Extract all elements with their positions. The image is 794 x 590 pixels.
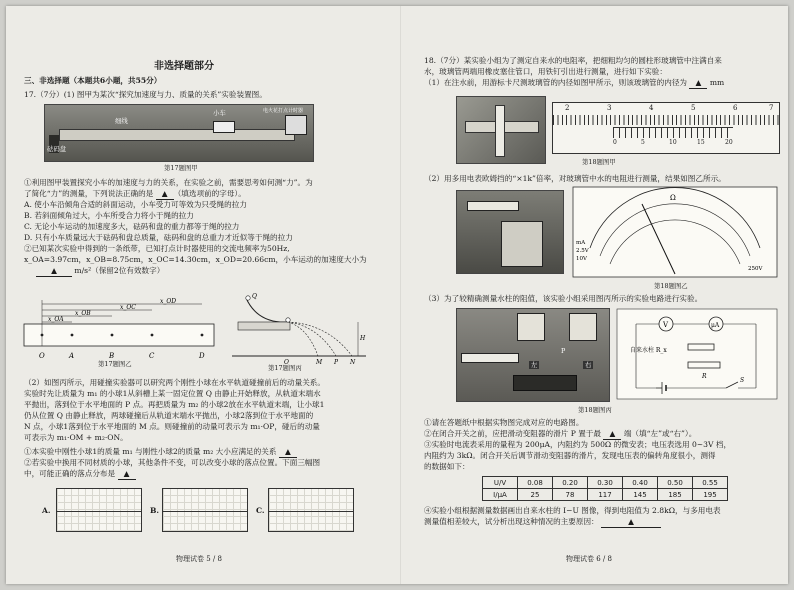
- lbl-p: P: [334, 359, 339, 366]
- item-2: [424, 429, 696, 440]
- table-cell: 78: [553, 489, 588, 501]
- q17-p2-line7: [24, 447, 297, 458]
- trajectory-p: [288, 322, 336, 356]
- table-cell: 0.55: [693, 477, 728, 489]
- photo-label-right: 右: [585, 361, 592, 369]
- q17-p2-line3: 平抛出，落到位于水平地面的 P 点。再把质量为 m₂ 的小球2放在水平轨道末端，让小球1: [24, 400, 325, 409]
- option-label-b: B.: [150, 506, 160, 515]
- multimeter: [501, 221, 543, 267]
- table-cell: 0.08: [518, 477, 553, 489]
- tube-photo: [467, 201, 519, 211]
- q17-p2-line8: ②若实验中换用不同材质的小球，其他条件不变，可以改变小球的落点位置。下面三幅图: [24, 458, 321, 467]
- option-graph-b[interactable]: [162, 488, 248, 532]
- q17-intro: 17.（7分）(1) 图甲为某次“探究加速度与力、质量的关系”实验装置图。: [24, 90, 267, 99]
- table-cell: 25: [518, 489, 553, 501]
- q17-p1-line2: [24, 189, 246, 200]
- tape-dot-a: [71, 334, 74, 337]
- exam-sheet: [6, 6, 788, 584]
- unit-mm: mm: [709, 78, 725, 87]
- left-footer: 物理试卷 5 / 8: [176, 555, 222, 563]
- item-3-line2: 内阻约为 3kΩ。闭合开关后调节滑动变阻器的滑片，发现电压表的偏转角度很小，测得: [424, 451, 716, 460]
- lbl-q: Q: [252, 293, 257, 300]
- q18-intro-1: 18.（7分）某实验小组为了测定自来水的电阻率，把细粗均匀的圆柱形玻璃管中注满自来: [424, 56, 722, 65]
- label-2-5v: 2.5V: [576, 248, 589, 254]
- photo-label-left: 左: [531, 361, 538, 369]
- right-footer: 物理试卷 6 / 8: [566, 555, 612, 563]
- answer-blank-17-2[interactable]: ▲: [36, 266, 72, 277]
- circuit-diagram: [616, 308, 778, 400]
- microammeter-photo: [569, 313, 597, 341]
- fig18-jia-photo: [456, 96, 546, 164]
- fig17-yi-caption: 第17题图乙: [98, 360, 132, 368]
- water-tube-photo: [461, 353, 519, 363]
- choice-hint: （填选项前的字母）。: [173, 189, 246, 198]
- q18-intro-3-text: （1）在注水前，用游标卡尺测玻璃管的内径如图甲所示，则该玻璃管的内径为: [424, 78, 688, 87]
- trajectory-n: [288, 322, 352, 356]
- q17-p2-line7-text: ①本实验中刚性小球1的质量 m₁ 与刚性小球2的质量 m₂ 大小应满足的关系: [24, 447, 277, 456]
- vernier-scale: [552, 102, 780, 154]
- len-ob: x_OB: [75, 310, 91, 317]
- right-page: [402, 6, 788, 584]
- option-c: C. 无论小车运动的加速度多大，砝码和盘的重力都等于绳的拉力: [24, 222, 240, 231]
- left-page: [6, 6, 402, 584]
- lbl-h: H: [360, 335, 366, 342]
- label-timer: 电火花打点计时器: [263, 108, 304, 114]
- q17-p1-line9: [36, 266, 164, 277]
- photo-label-p: P: [561, 347, 566, 355]
- answer-blank-17-1[interactable]: ▲: [156, 189, 174, 200]
- table-cell: 0.30: [588, 477, 623, 489]
- fig17-bing-caption: 第17题图丙: [268, 364, 302, 372]
- fig17-jia-caption: 第17题图甲: [164, 164, 198, 172]
- len-oa: x_OA: [48, 316, 64, 323]
- vernier-ticks: [613, 127, 733, 138]
- circuit-frame: [617, 309, 777, 399]
- table-cell: 145: [623, 489, 658, 501]
- q17-p2-line2: 实验时先让质量为 m₁ 的小球1从斜槽上某一固定位置 Q 由静止开始释放，从轨道末端水: [24, 389, 321, 398]
- scale-4: 4: [649, 104, 654, 112]
- rheostat-photo: [513, 375, 577, 391]
- main-scale-ticks: [553, 115, 779, 125]
- item-3-line3: 的数据如下：: [424, 462, 470, 471]
- fig18-yi-caption: 第18题图乙: [654, 282, 688, 290]
- item-1: ①请在答题纸中根据实物图完成对应的电路图。: [424, 418, 584, 427]
- symbol-v: V: [663, 321, 669, 329]
- option-a: A. 使小车沿倾角合适的斜面运动，小车受力可等效为只受绳的拉力: [24, 200, 247, 209]
- fig17-yi-diagram: [20, 294, 220, 366]
- timer: [285, 115, 307, 135]
- voltmeter-photo: [517, 313, 545, 341]
- q17-p2-line9: [24, 469, 136, 480]
- lbl-o: O: [284, 359, 289, 366]
- label-r: R: [702, 373, 707, 380]
- table-cell: U/V: [483, 477, 518, 489]
- label-s: S: [740, 377, 745, 384]
- scale-5: 5: [691, 104, 696, 112]
- ohm-symbol: Ω: [670, 194, 676, 202]
- stand: [238, 322, 290, 330]
- table-cell: I/μA: [483, 489, 518, 501]
- scale-2: 2: [565, 104, 570, 112]
- item-4-line2-text: 测量值相差较大，试分析出现这种情况的主要原因：: [424, 517, 599, 526]
- pt-o: O: [39, 352, 45, 360]
- lbl-n: N: [350, 359, 356, 366]
- pt-c: C: [149, 352, 155, 360]
- fig17-bing-diagram: [228, 290, 368, 366]
- label-pan: 砝码盘: [47, 145, 67, 153]
- q18-part3: （3）为了较精确测量水柱的阻值，该实验小组采用图丙所示的实验电路进行实验。: [424, 294, 703, 303]
- sub-10: 10: [669, 139, 677, 146]
- item-2-text: ②在闭合开关之前，应把滑动变阻器的滑片 P 置于最: [424, 429, 601, 438]
- lbl-m: M: [316, 359, 323, 366]
- tape-dot-o: [41, 334, 44, 337]
- q17-p2-line1: （2）如图丙所示，用碰撞实验器可以研究两个刚性小球在水平轨道碰撞前后的动量关系。: [24, 378, 325, 387]
- q17-p1-line7: ②已知某次实验中得到的一条纸带，已知打点计时器使用的交流电频率为50Hz,: [24, 244, 290, 253]
- q17-p1-line9-text: m/s²（保留2位有效数字）: [74, 266, 165, 275]
- tape-dot-b: [111, 334, 114, 337]
- q17-p2-line6: 可表示为 m₁·OM + m₂·ON。: [24, 433, 128, 442]
- cart: [213, 121, 235, 133]
- q18-intro-3: [424, 78, 724, 89]
- sub-5: 5: [641, 139, 645, 146]
- table-row: [483, 477, 728, 489]
- answer-blank-18-1[interactable]: ▲: [689, 78, 707, 89]
- answer-blank-17-3[interactable]: ▲: [279, 447, 297, 458]
- tape-strip: [24, 324, 214, 346]
- q17-p2-line9-text: 中，可能正确的落点分布是: [24, 469, 116, 478]
- label-ma: mA: [576, 240, 586, 246]
- item-3-line1: ③实验时电流表采用的量程为 200μA，内阻约为 500Ω 的微安表；电压表选用 0~3V 档，: [424, 440, 732, 449]
- measurement-table: [482, 476, 728, 501]
- fig18-yi-photo: [456, 190, 564, 274]
- symbol-ua: μA: [711, 322, 720, 329]
- ball-2: [286, 318, 290, 322]
- fig18-bing-caption: 第18题图丙: [578, 406, 612, 414]
- sub-0: 0: [613, 139, 617, 146]
- sub-15: 15: [697, 139, 705, 146]
- scale-7: 7: [769, 104, 774, 112]
- answer-blank-17-4[interactable]: ▲: [118, 469, 136, 480]
- tape-dot-d: [201, 334, 204, 337]
- q17-p2-line5: N 点，小球1落到位于水平地面的 M 点。则碰撞前的动量可表示为 m₁·OP，碰后的动量: [24, 422, 320, 431]
- ramp: [246, 298, 288, 322]
- graph-b-axis: [163, 511, 247, 512]
- ball-1: [246, 296, 250, 300]
- pt-a: A: [69, 352, 75, 360]
- fig18-jia-caption: 第18题图甲: [582, 158, 616, 166]
- q17-p2-line4: 仍从位置 Q 由静止释放，两球碰撞后从轨道末端水平抛出，小球2落到位于水平地面的: [24, 411, 314, 420]
- q17-p1-line2-text: 了简化“力”的测量，下列说法正确的是: [24, 189, 154, 198]
- fig17-jia-photo: [44, 104, 314, 162]
- scale-6: 6: [733, 104, 738, 112]
- item-2-suffix: 端（填“左”或“右”）。: [623, 429, 697, 438]
- pt-b: B: [109, 352, 115, 360]
- answer-blank-18-3[interactable]: ▲: [601, 517, 661, 528]
- option-b: B. 若斜面倾角过大，小车所受合力将小于绳的拉力: [24, 211, 194, 220]
- answer-blank-18-2[interactable]: ▲: [603, 429, 621, 440]
- multimeter-dial: [572, 186, 778, 278]
- section-heading: 三、非选择题（本题共6小题，共55分）: [24, 76, 162, 85]
- track: [59, 129, 295, 141]
- label-250v: 250V: [748, 266, 763, 272]
- q18-intro-2: 水，玻璃管两端用橡皮塞住管口，用铁钉引出进行测量，进行如下实验：: [424, 67, 667, 76]
- option-graph-a[interactable]: [56, 488, 142, 532]
- table-cell: 185: [658, 489, 693, 501]
- table-cell: 0.50: [658, 477, 693, 489]
- scale-3: 3: [607, 104, 612, 112]
- len-oc: x_OC: [120, 304, 136, 311]
- label-cart: 小车: [213, 109, 226, 117]
- graph-a-axis: [57, 511, 141, 512]
- option-label-c: C.: [256, 506, 265, 515]
- item-4-line1: ④实验小组根据测量数据画出自来水柱的 I−U 图像，得到电阻值为 2.8kΩ，与多用电表: [424, 506, 721, 515]
- label-string: 细线: [115, 117, 128, 125]
- item-4-line2: [424, 517, 661, 528]
- fig18-bing-photo: [456, 308, 610, 402]
- pt-d: D: [199, 352, 205, 360]
- option-graph-c[interactable]: [268, 488, 354, 532]
- glass-tube: [495, 105, 505, 157]
- graph-c-axis: [269, 511, 353, 512]
- q17-p1-line1: ①利用图甲装置探究小车的加速度与力的关系，在实验之前，需要思考如何测“力”。为: [24, 178, 313, 187]
- table-row: [483, 489, 728, 501]
- table-cell: 117: [588, 489, 623, 501]
- q17-p1-line8: x_OA=3.97cm，x_OB=8.75cm，x_OC=14.30cm，x_OD=20.66cm，小车运动的加速度大小为: [24, 255, 367, 264]
- table-cell: 0.20: [553, 477, 588, 489]
- option-d: D. 只有小车质量远大于砝码和盘总质量，砝码和盘的总重力才近似等于绳的拉力: [24, 233, 293, 242]
- label-10v: 10V: [576, 256, 587, 262]
- sub-20: 20: [725, 139, 733, 146]
- table-cell: 195: [693, 489, 728, 501]
- len-od: x_OD: [160, 298, 177, 305]
- table-cell: 0.40: [623, 477, 658, 489]
- label-rx: 自来水柱 R_x: [630, 347, 667, 354]
- option-label-a: A.: [42, 506, 51, 515]
- q18-part2: （2）用多用电表欧姆挡的“×1k”倍率，对玻璃管中水的电阻进行测量，结果如图乙所示。: [424, 174, 726, 183]
- section-title: 非选择题部分: [154, 61, 214, 72]
- tape-dot-c: [151, 334, 154, 337]
